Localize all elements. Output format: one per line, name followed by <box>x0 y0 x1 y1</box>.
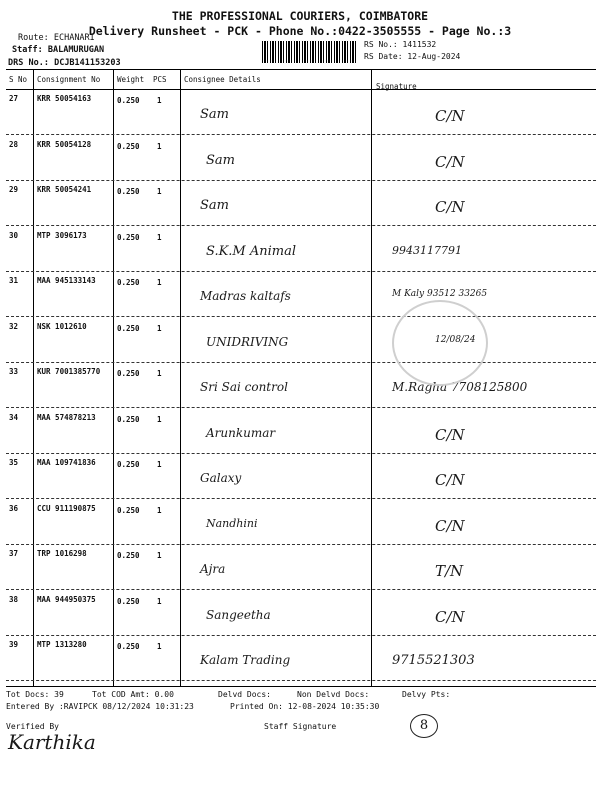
row-pcs: 1 <box>157 96 162 105</box>
table-top-line <box>6 69 596 70</box>
row-pcs: 1 <box>157 415 162 424</box>
table-row-divider <box>6 589 596 590</box>
row-weight: 0.250 <box>117 369 140 378</box>
row-signature-handwritten: C/N <box>435 471 465 489</box>
row-signature-handwritten: C/N <box>435 107 465 125</box>
company-title: THE PROFESSIONAL COURIERS, COIMBATORE <box>171 9 429 23</box>
row-signature-handwritten: C/N <box>435 517 465 535</box>
table-row-divider <box>6 134 596 135</box>
row-weight: 0.250 <box>117 415 140 424</box>
row-sno: 37 <box>9 549 19 558</box>
row-consignment-no: MTP 3096173 <box>37 231 87 240</box>
row-consignment-no: MAA 109741836 <box>37 458 96 467</box>
row-consignee-handwritten: Ajra <box>200 562 226 576</box>
row-consignment-no: MAA 945133143 <box>37 276 96 285</box>
staff-value: BALAMURUGAN <box>47 45 105 55</box>
row-consignment-no: TRP 1016298 <box>37 549 87 558</box>
route-label: Route: <box>18 33 49 43</box>
row-consignee-handwritten: UNIDRIVING <box>206 335 289 349</box>
row-pcs: 1 <box>157 597 162 606</box>
table-row-divider <box>6 316 596 317</box>
row-signature-handwritten: C/N <box>435 608 465 626</box>
rs-number: RS No.: 1411532 <box>364 40 437 49</box>
row-consignment-no: MTP 1313280 <box>37 640 87 649</box>
table-row-divider <box>6 453 596 454</box>
table-row-divider <box>6 271 596 272</box>
col-header-pcs: PCS <box>153 75 167 84</box>
row-pcs: 1 <box>157 642 162 651</box>
row-signature-handwritten: 9943117791 <box>392 244 462 257</box>
row-consignment-no: MAA 574878213 <box>37 413 96 422</box>
row-pcs: 1 <box>157 506 162 515</box>
col-header-consignment: Consignment No <box>37 75 101 84</box>
row-pcs: 1 <box>157 278 162 287</box>
row-weight: 0.250 <box>117 597 140 606</box>
row-sno: 39 <box>9 640 19 649</box>
row-consignee-handwritten: Sam <box>206 153 235 168</box>
row-consignee-handwritten: Galaxy <box>200 471 242 485</box>
circled-page-count: 8 <box>410 714 438 738</box>
table-row-divider <box>6 680 596 681</box>
row-consignee-handwritten: Sam <box>200 198 229 213</box>
row-consignment-no: NSK 1012610 <box>37 322 87 331</box>
table-row-divider <box>6 180 596 181</box>
staff-signature-label: Staff Signature <box>264 722 337 731</box>
route-info <box>18 33 95 43</box>
barcode <box>262 41 356 63</box>
table-row-divider <box>6 225 596 226</box>
tot-docs: Tot Docs: 39 <box>6 690 64 699</box>
col-divider-consignment <box>113 69 114 686</box>
runsheet-title: Delivery Runsheet - PCK - Phone No.:0422-3505555 - Page No.:3 <box>88 24 512 38</box>
row-signature-handwritten: M.Ragha 7708125800 <box>392 380 528 394</box>
table-row-divider <box>6 362 596 363</box>
entered-by: Entered By :RAVIPCK 08/12/2024 10:31:23 <box>6 702 194 711</box>
row-consignee-handwritten: S.K.M Animal <box>206 244 297 259</box>
printed-on: Printed On: 12-08-2024 10:35:30 <box>230 702 380 711</box>
row-sno: 36 <box>9 504 19 513</box>
row-consignee-handwritten: Sangeetha <box>206 608 271 622</box>
row-signature-handwritten: C/N <box>435 198 465 216</box>
row-consignment-no: MAA 944950375 <box>37 595 96 604</box>
col-header-sno: S No <box>9 75 28 84</box>
row-weight: 0.250 <box>117 551 140 560</box>
row-consignee-handwritten: Arunkumar <box>206 426 276 440</box>
staff-label: Staff: <box>12 45 43 55</box>
row-signature-handwritten: 9715521303 <box>392 653 475 668</box>
row-consignment-no: CCU 911190875 <box>37 504 96 513</box>
rs-date: RS Date: 12-Aug-2024 <box>364 52 461 61</box>
table-row-divider <box>6 498 596 499</box>
row-pcs: 1 <box>157 324 162 333</box>
table-bottom-line <box>6 686 596 687</box>
row-consignment-no: KRR 50054241 <box>37 185 92 194</box>
col-header-weight: Weight <box>117 75 145 84</box>
non-delvd-docs: Non Delvd Docs: <box>297 690 370 699</box>
drs-value: DCJB141153203 <box>54 58 121 68</box>
row-sno: 31 <box>9 276 19 285</box>
row-weight: 0.250 <box>117 460 140 469</box>
row-consignee-handwritten: Sam <box>200 107 229 122</box>
tot-cod-amt: Tot COD Amt: 0.00 <box>92 690 174 699</box>
row-weight: 0.250 <box>117 324 140 333</box>
row-pcs: 1 <box>157 142 162 151</box>
verified-by-label: Verified By <box>6 722 59 731</box>
row-consignment-no: KUR 7001385770 <box>37 367 101 376</box>
row-pcs: 1 <box>157 233 162 242</box>
row-pcs: 1 <box>157 369 162 378</box>
row-signature-handwritten: 12/08/24 <box>435 335 476 345</box>
row-weight: 0.250 <box>117 187 140 196</box>
col-header-signature: Signature <box>376 82 417 91</box>
staff-info <box>12 45 104 55</box>
row-sno: 34 <box>9 413 19 422</box>
drs-label: DRS No.: <box>8 58 49 68</box>
row-consignee-handwritten: Nandhini <box>206 517 258 530</box>
verifier-handwritten-signature: Karthika <box>8 730 96 754</box>
route-value: ECHANARI <box>53 33 95 43</box>
row-signature-handwritten: C/N <box>435 153 465 171</box>
row-sno: 30 <box>9 231 19 240</box>
row-pcs: 1 <box>157 187 162 196</box>
row-sno: 38 <box>9 595 19 604</box>
row-sno: 27 <box>9 94 19 103</box>
table-row-divider <box>6 407 596 408</box>
row-weight: 0.250 <box>117 233 140 242</box>
delvy-pts: Delvy Pts: <box>402 690 451 699</box>
col-divider-consignee <box>371 69 372 686</box>
row-consignee-handwritten: Sri Sai control <box>200 380 288 394</box>
row-signature-handwritten: T/N <box>435 562 464 580</box>
col-divider-sno <box>33 69 34 686</box>
row-pcs: 1 <box>157 551 162 560</box>
col-header-consignee: Consignee Details <box>184 75 261 84</box>
row-weight: 0.250 <box>117 642 140 651</box>
drs-info <box>8 58 121 68</box>
row-signature-handwritten: M Kaly 93512 33265 <box>392 289 488 299</box>
row-sno: 28 <box>9 140 19 149</box>
table-row-divider <box>6 635 596 636</box>
row-consignment-no: KRR 50054163 <box>37 94 92 103</box>
row-sno: 35 <box>9 458 19 467</box>
company-stamp <box>392 300 488 386</box>
row-sno: 33 <box>9 367 19 376</box>
row-weight: 0.250 <box>117 278 140 287</box>
row-consignee-handwritten: Kalam Trading <box>200 653 291 667</box>
delvd-docs: Delvd Docs: <box>218 690 271 699</box>
row-weight: 0.250 <box>117 96 140 105</box>
row-weight: 0.250 <box>117 142 140 151</box>
table-row-divider <box>6 544 596 545</box>
table-header-line <box>6 89 596 90</box>
row-signature-handwritten: C/N <box>435 426 465 444</box>
row-consignee-handwritten: Madras kaltafs <box>200 289 291 303</box>
row-pcs: 1 <box>157 460 162 469</box>
row-sno: 32 <box>9 322 19 331</box>
row-weight: 0.250 <box>117 506 140 515</box>
row-consignment-no: KRR 50054128 <box>37 140 92 149</box>
row-sno: 29 <box>9 185 19 194</box>
col-divider-pcs <box>180 69 181 686</box>
